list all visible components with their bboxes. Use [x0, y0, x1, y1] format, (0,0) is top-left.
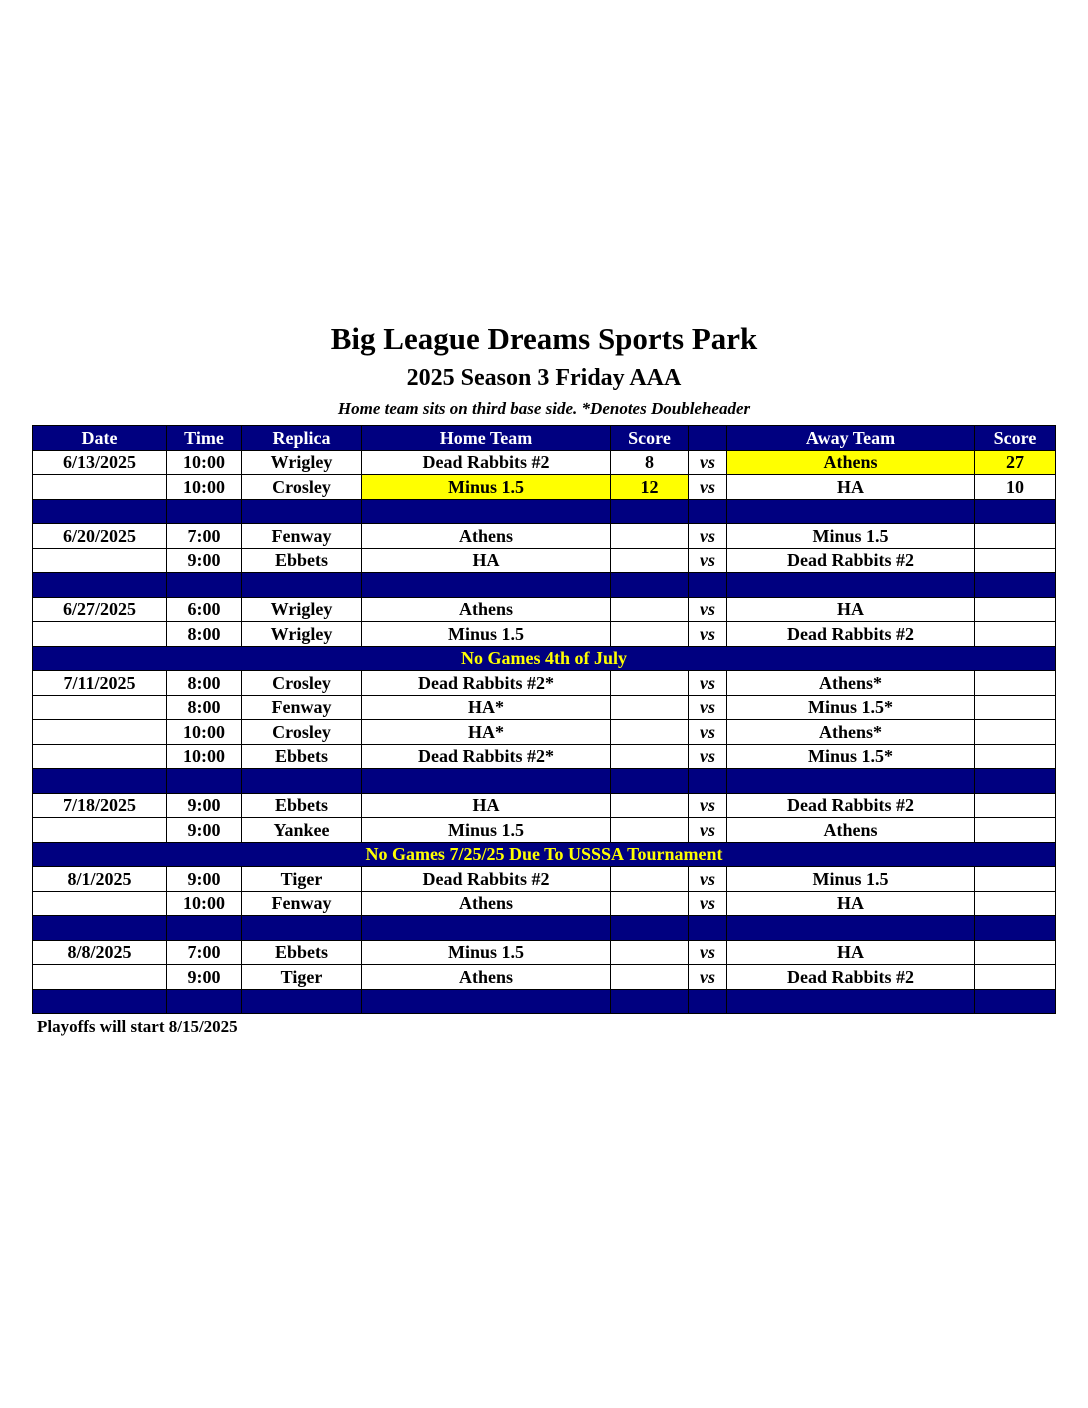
- page-title: Big League Dreams Sports Park: [330, 321, 758, 356]
- separator-cell: [242, 573, 362, 598]
- home-score-cell: [611, 720, 689, 745]
- away-score-cell: [975, 720, 1056, 745]
- date-cell: 6/27/2025: [33, 597, 167, 622]
- game-row: [33, 891, 1056, 916]
- playoffs-note: Playoffs will start 8/15/2025: [37, 1017, 238, 1036]
- replica-cell: Ebbets: [242, 744, 362, 769]
- separator-cell: [242, 769, 362, 794]
- separator-row: [33, 769, 1056, 794]
- home-score-cell: [611, 524, 689, 549]
- separator-cell: [167, 499, 242, 524]
- game-row: [33, 450, 1056, 475]
- away-team-cell: Athens*: [727, 671, 975, 696]
- separator-cell: [242, 989, 362, 1014]
- time-cell: 7:00: [167, 940, 242, 965]
- vs-label: vs: [689, 891, 727, 916]
- separator-cell: [33, 499, 167, 524]
- time-cell: 9:00: [167, 548, 242, 573]
- col-away-score-header: Score: [975, 426, 1056, 451]
- game-row: [33, 940, 1056, 965]
- away-score-cell: [975, 548, 1056, 573]
- time-cell: 6:00: [167, 597, 242, 622]
- date-cell: 8/1/2025: [33, 867, 167, 892]
- home-team-cell: Athens: [362, 965, 611, 990]
- separator-cell: [611, 573, 689, 598]
- separator-cell: [33, 989, 167, 1014]
- separator-cell: [611, 769, 689, 794]
- home-team-cell: Minus 1.5: [362, 940, 611, 965]
- season-subtitle: 2025 Season 3 Friday AAA: [406, 365, 682, 391]
- separator-cell: [33, 573, 167, 598]
- away-team-cell: Minus 1.5*: [727, 695, 975, 720]
- game-row: [33, 548, 1056, 573]
- date-cell: 7/11/2025: [33, 671, 167, 696]
- replica-cell: Ebbets: [242, 940, 362, 965]
- vs-label: vs: [689, 450, 727, 475]
- replica-cell: Ebbets: [242, 548, 362, 573]
- separator-row: [33, 573, 1056, 598]
- separator-cell: [727, 573, 975, 598]
- home-team-cell: Dead Rabbits #2: [362, 867, 611, 892]
- away-score-cell: [975, 867, 1056, 892]
- date-cell: 8/8/2025: [33, 940, 167, 965]
- home-score-cell: [611, 695, 689, 720]
- separator-cell: [975, 989, 1056, 1014]
- schedule-note: Home team sits on third base side. *Denotes Doubleheader: [337, 399, 751, 418]
- date-cell: [33, 695, 167, 720]
- replica-cell: Tiger: [242, 867, 362, 892]
- game-row: [33, 744, 1056, 769]
- separator-cell: [362, 916, 611, 941]
- schedule-table: [32, 425, 1056, 1014]
- separator-cell: [975, 573, 1056, 598]
- time-cell: 8:00: [167, 671, 242, 696]
- vs-label: vs: [689, 793, 727, 818]
- away-team-cell: Athens*: [727, 720, 975, 745]
- col-vs-header: [689, 426, 727, 451]
- replica-cell: Fenway: [242, 524, 362, 549]
- replica-cell: Wrigley: [242, 450, 362, 475]
- vs-label: vs: [689, 597, 727, 622]
- home-team-cell: Athens: [362, 891, 611, 916]
- separator-cell: [33, 916, 167, 941]
- vs-label: vs: [689, 818, 727, 843]
- col-replica-header: Replica: [242, 426, 362, 451]
- home-score-cell: [611, 940, 689, 965]
- replica-cell: Crosley: [242, 720, 362, 745]
- away-team-cell: Athens: [727, 450, 975, 475]
- replica-cell: Crosley: [242, 671, 362, 696]
- away-team-cell: Minus 1.5: [727, 524, 975, 549]
- away-score-cell: [975, 597, 1056, 622]
- away-score-cell: [975, 524, 1056, 549]
- time-cell: 9:00: [167, 818, 242, 843]
- notice-text: No Games 7/25/25 Due To USSSA Tournament: [33, 842, 1056, 867]
- away-team-cell: HA: [727, 597, 975, 622]
- col-date-header: Date: [33, 426, 167, 451]
- home-team-cell: Dead Rabbits #2*: [362, 744, 611, 769]
- away-team-cell: Dead Rabbits #2: [727, 622, 975, 647]
- separator-cell: [689, 499, 727, 524]
- replica-cell: Yankee: [242, 818, 362, 843]
- home-score-cell: [611, 744, 689, 769]
- vs-label: vs: [689, 524, 727, 549]
- away-score-cell: 10: [975, 475, 1056, 500]
- date-cell: [33, 965, 167, 990]
- away-score-cell: [975, 891, 1056, 916]
- away-team-cell: HA: [727, 475, 975, 500]
- home-team-cell: HA: [362, 793, 611, 818]
- home-score-cell: [611, 867, 689, 892]
- home-score-cell: 12: [611, 475, 689, 500]
- away-score-cell: [975, 622, 1056, 647]
- away-score-cell: [975, 940, 1056, 965]
- home-team-cell: Athens: [362, 597, 611, 622]
- separator-cell: [242, 916, 362, 941]
- home-team-cell: Minus 1.5: [362, 475, 611, 500]
- time-cell: 9:00: [167, 867, 242, 892]
- away-score-cell: [975, 744, 1056, 769]
- time-cell: 9:00: [167, 793, 242, 818]
- away-score-cell: [975, 965, 1056, 990]
- away-score-cell: [975, 671, 1056, 696]
- separator-cell: [167, 916, 242, 941]
- away-team-cell: HA: [727, 940, 975, 965]
- time-cell: 10:00: [167, 720, 242, 745]
- vs-label: vs: [689, 695, 727, 720]
- separator-cell: [167, 573, 242, 598]
- col-home-score-header: Score: [611, 426, 689, 451]
- away-score-cell: 27: [975, 450, 1056, 475]
- time-cell: 10:00: [167, 744, 242, 769]
- game-row: [33, 524, 1056, 549]
- separator-cell: [727, 916, 975, 941]
- separator-cell: [611, 499, 689, 524]
- away-team-cell: HA: [727, 891, 975, 916]
- vs-label: vs: [689, 671, 727, 696]
- separator-row: [33, 499, 1056, 524]
- time-cell: 8:00: [167, 622, 242, 647]
- time-cell: 9:00: [167, 965, 242, 990]
- date-cell: [33, 891, 167, 916]
- home-score-cell: [611, 793, 689, 818]
- home-score-cell: [611, 597, 689, 622]
- date-cell: 6/20/2025: [33, 524, 167, 549]
- home-team-cell: Athens: [362, 524, 611, 549]
- game-row: [33, 793, 1056, 818]
- date-cell: [33, 818, 167, 843]
- time-cell: 10:00: [167, 450, 242, 475]
- away-team-cell: Dead Rabbits #2: [727, 548, 975, 573]
- home-team-cell: Minus 1.5: [362, 818, 611, 843]
- separator-cell: [611, 989, 689, 1014]
- away-score-cell: [975, 793, 1056, 818]
- separator-cell: [727, 499, 975, 524]
- notice-row: [33, 842, 1056, 867]
- home-team-cell: HA*: [362, 695, 611, 720]
- home-score-cell: [611, 818, 689, 843]
- col-time-header: Time: [167, 426, 242, 451]
- vs-label: vs: [689, 744, 727, 769]
- home-team-cell: Minus 1.5: [362, 622, 611, 647]
- separator-cell: [362, 989, 611, 1014]
- away-team-cell: Athens: [727, 818, 975, 843]
- away-team-cell: Minus 1.5*: [727, 744, 975, 769]
- game-row: [33, 622, 1056, 647]
- vs-label: vs: [689, 940, 727, 965]
- separator-cell: [689, 916, 727, 941]
- game-row: [33, 720, 1056, 745]
- home-score-cell: [611, 622, 689, 647]
- col-away-team-header: Away Team: [727, 426, 975, 451]
- home-score-cell: [611, 671, 689, 696]
- replica-cell: Crosley: [242, 475, 362, 500]
- separator-cell: [611, 916, 689, 941]
- game-row: [33, 475, 1056, 500]
- separator-cell: [167, 989, 242, 1014]
- home-team-cell: HA: [362, 548, 611, 573]
- separator-cell: [975, 916, 1056, 941]
- time-cell: 10:00: [167, 475, 242, 500]
- away-team-cell: Dead Rabbits #2: [727, 793, 975, 818]
- home-score-cell: [611, 548, 689, 573]
- game-row: [33, 965, 1056, 990]
- vs-label: vs: [689, 720, 727, 745]
- date-cell: [33, 475, 167, 500]
- replica-cell: Tiger: [242, 965, 362, 990]
- separator-cell: [167, 769, 242, 794]
- date-cell: 7/18/2025: [33, 793, 167, 818]
- date-cell: 6/13/2025: [33, 450, 167, 475]
- time-cell: 7:00: [167, 524, 242, 549]
- separator-cell: [689, 769, 727, 794]
- separator-cell: [689, 573, 727, 598]
- vs-label: vs: [689, 475, 727, 500]
- away-score-cell: [975, 818, 1056, 843]
- separator-row: [33, 989, 1056, 1014]
- date-cell: [33, 744, 167, 769]
- vs-label: vs: [689, 622, 727, 647]
- home-team-cell: Dead Rabbits #2: [362, 450, 611, 475]
- notice-row: [33, 646, 1056, 671]
- schedule-body: [33, 450, 1056, 1014]
- time-cell: 8:00: [167, 695, 242, 720]
- date-cell: [33, 720, 167, 745]
- game-row: [33, 671, 1056, 696]
- replica-cell: Wrigley: [242, 622, 362, 647]
- separator-cell: [975, 499, 1056, 524]
- away-team-cell: Dead Rabbits #2: [727, 965, 975, 990]
- away-score-cell: [975, 695, 1056, 720]
- replica-cell: Wrigley: [242, 597, 362, 622]
- game-row: [33, 818, 1056, 843]
- separator-cell: [362, 573, 611, 598]
- home-team-cell: Dead Rabbits #2*: [362, 671, 611, 696]
- header-row: [33, 426, 1056, 451]
- away-team-cell: Minus 1.5: [727, 867, 975, 892]
- separator-row: [33, 916, 1056, 941]
- replica-cell: Fenway: [242, 695, 362, 720]
- vs-label: vs: [689, 867, 727, 892]
- replica-cell: Ebbets: [242, 793, 362, 818]
- home-score-cell: 8: [611, 450, 689, 475]
- separator-cell: [727, 989, 975, 1014]
- vs-label: vs: [689, 965, 727, 990]
- separator-cell: [975, 769, 1056, 794]
- date-cell: [33, 622, 167, 647]
- date-cell: [33, 548, 167, 573]
- home-team-cell: HA*: [362, 720, 611, 745]
- game-row: [33, 597, 1056, 622]
- game-row: [33, 695, 1056, 720]
- home-score-cell: [611, 891, 689, 916]
- separator-cell: [33, 769, 167, 794]
- separator-cell: [362, 769, 611, 794]
- vs-label: vs: [689, 548, 727, 573]
- separator-cell: [242, 499, 362, 524]
- notice-text: No Games 4th of July: [33, 646, 1056, 671]
- separator-cell: [689, 989, 727, 1014]
- home-score-cell: [611, 965, 689, 990]
- time-cell: 10:00: [167, 891, 242, 916]
- col-home-team-header: Home Team: [362, 426, 611, 451]
- replica-cell: Fenway: [242, 891, 362, 916]
- separator-cell: [362, 499, 611, 524]
- game-row: [33, 867, 1056, 892]
- separator-cell: [727, 769, 975, 794]
